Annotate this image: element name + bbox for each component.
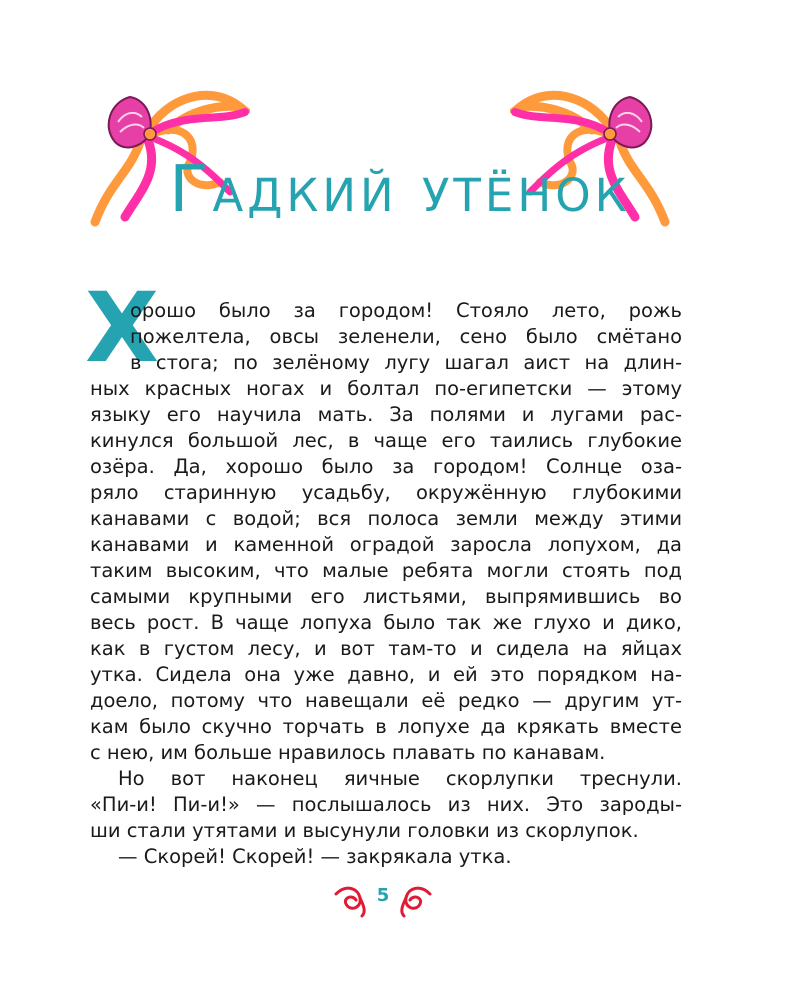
text-line: ши стали утятами и высунули головки из скорлупок.	[90, 819, 639, 842]
text-line: озёра. Да, хорошо было за городом! Солнце оза-	[90, 455, 682, 478]
text-line: с нею, им больше нравилось плавать по канавам.	[90, 741, 606, 764]
text-line: самыми крупными его листьями, выпрямившись во	[90, 585, 682, 608]
text-line: канавами и каменной оградой заросла лопухом, да	[90, 533, 682, 556]
text-line: «Пи-и! Пи-и!» — послышалось из них. Это зароды-	[90, 793, 682, 816]
text-line: орошо было за городом! Стояло лето, рожь	[130, 299, 682, 322]
page-title: Гадкий утёнок	[169, 153, 631, 227]
page-number: 5	[376, 885, 390, 906]
text-line: как в густом лесу, и вот там-то и сидела на яйцах	[90, 637, 682, 660]
text-line: кинулся большой лес, в чаще его таились глубокие	[90, 429, 682, 452]
text-line: в стога; по зелёному лугу шагал аист на длин-	[130, 351, 682, 374]
text-line: пожелтела, овсы зеленели, сено было смётано	[130, 325, 682, 348]
text-line: языку его научила мать. За полями и лугами рас-	[90, 403, 682, 426]
text-line: таким высоким, что малые ребята могли стоять под	[90, 559, 682, 582]
text-line: утка. Сидела она уже давно, и ей это порядком на-	[90, 663, 682, 686]
text-line: весь рост. В чаще лопуха было так же глухо и дико,	[90, 611, 682, 634]
text-line: ряло старинную усадьбу, окружённую глубокими	[90, 481, 682, 504]
drop-cap: Х	[85, 272, 160, 384]
text-line: кам было скучно торчать в лопухе да крякать вместе	[90, 715, 682, 738]
text-line: — Скорей! Скорей! — закрякала утка.	[118, 845, 512, 868]
text-line: ных красных ногах и болтал по-египетски — этому	[90, 377, 682, 400]
text-line: доело, потому что навещали её редко — другим ут-	[90, 689, 682, 712]
text-line: канавами с водой; вся полоса земли между этими	[90, 507, 682, 530]
text-line: Но вот наконец яичные скорлупки треснули.	[118, 767, 682, 790]
